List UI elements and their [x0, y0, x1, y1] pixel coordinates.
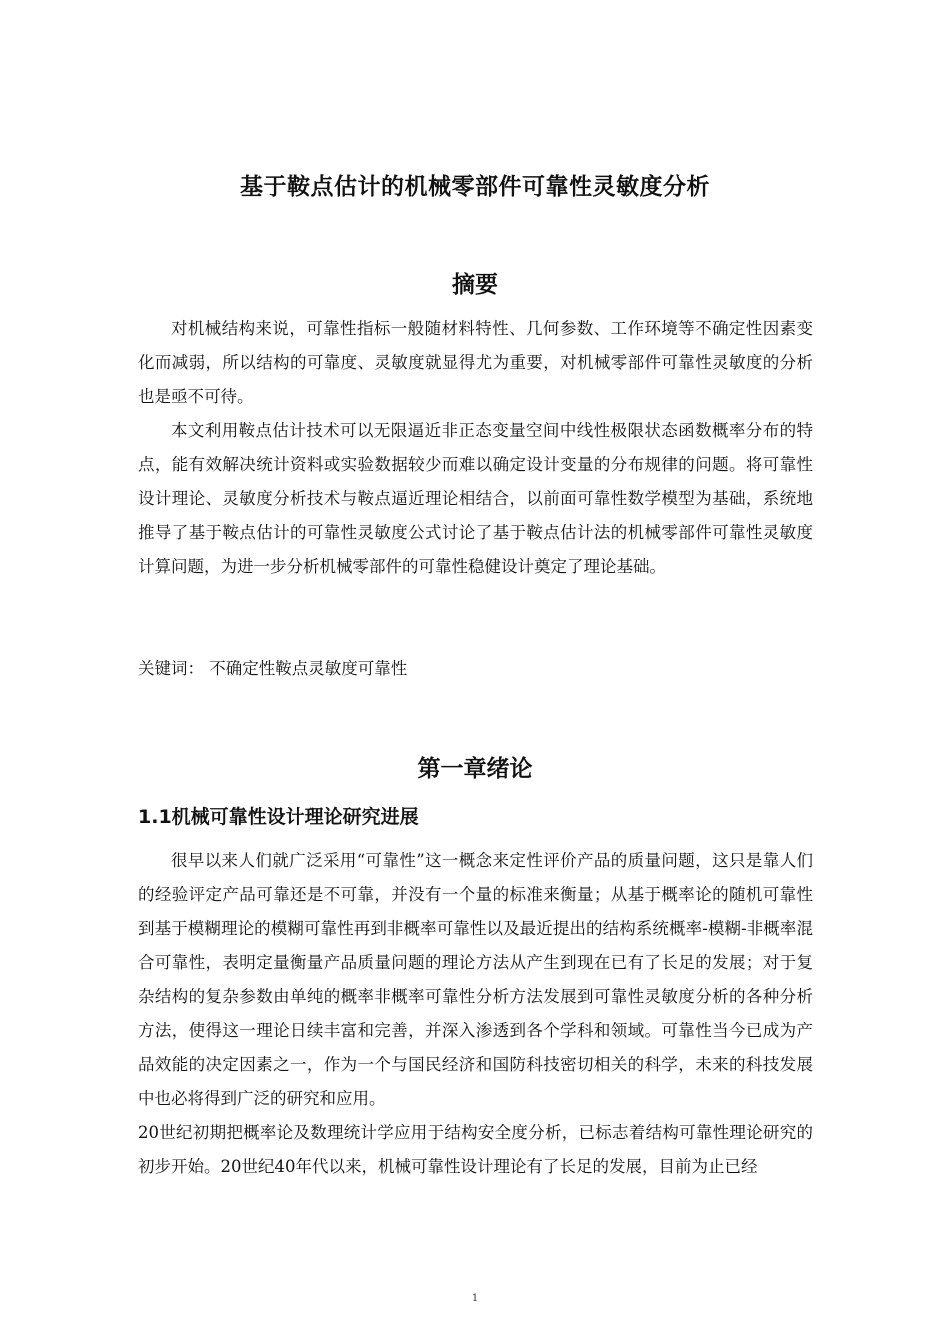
page-number: 1: [471, 1293, 479, 1304]
abstract-paragraph: 对机械结构来说，可靠性指标一般随材料特性、几何参数、工作环境等不确定性因素变化而减弱，所以结构的可靠度、灵敏度就显得尤为重要，对机械零部件可靠性灵敏度的分析也是亟不可待。: [138, 319, 813, 406]
abstract-body: [138, 312, 813, 584]
document-title: 基于鞍点估计的机械零部件可靠性灵敏度分析: [240, 174, 710, 200]
abstract-paragraph: 本文利用鞍点估计技术可以无限逼近非正态变量空间中线性极限状态函数概率分布的特点，能有效解决统计资料或实验数据较少而难以确定设计变量的分布规律的问题。将可靠性设计理论、灵敏度分析技术与鞍点逼近理论相结合，以前面可靠性数学模型为基础，系统地推导了基于鞍点估计的可靠性灵敏度公式讨论了基于鞍点估计法的机械零部件可靠性灵敏度计算问题，为进一步分析机械零部件的可靠性稳健设计奠定了理论基础。: [138, 421, 813, 576]
chapter-paragraph: 很早以来人们就广泛采用“可靠性”这一概念来定性评价产品的质量问题，这只是靠人们的经验评定产品可靠还是不可靠，并没有一个量的标准来衡量；从基于概率论的随机可靠性到基于模糊理论的模糊可靠性再到非概率可靠性以及最近提出的结构系统概率-模糊-非概率混合可靠性，表明定量衡量产品质量问题的理论方法从产生到现在已有了长足的发展；对于复杂结构的复杂参数由单纯的概率非概率可靠性分析方法发展到可靠性灵敏度分析的各种分析方法，使得这一理论日续丰富和完善，并深入渗透到各个学科和领域。可靠性当今已成为产品效能的决定因素之一，作为一个与国民经济和国防科技密切相关的科学，未来的科技发展中也必将得到广泛的研究和应用。: [138, 851, 813, 1108]
chapter-paragraph: 20世纪初期把概率论及数理统计学应用于结构安全度分析，已标志着结构可靠性理论研究的初步开始。20世纪40年代以来，机械可靠性设计理论有了长足的发展，目前为止已经: [138, 1123, 813, 1176]
chapter-body: [138, 844, 813, 1184]
abstract-heading: 摘要: [452, 272, 498, 298]
keywords-line: 关键词： 不确定性鞍点灵敏度可靠性: [138, 659, 408, 678]
section-heading: 1.1机械可靠性设计理论研究进展: [138, 806, 419, 828]
chapter-heading: 第一章绪论: [417, 756, 533, 782]
